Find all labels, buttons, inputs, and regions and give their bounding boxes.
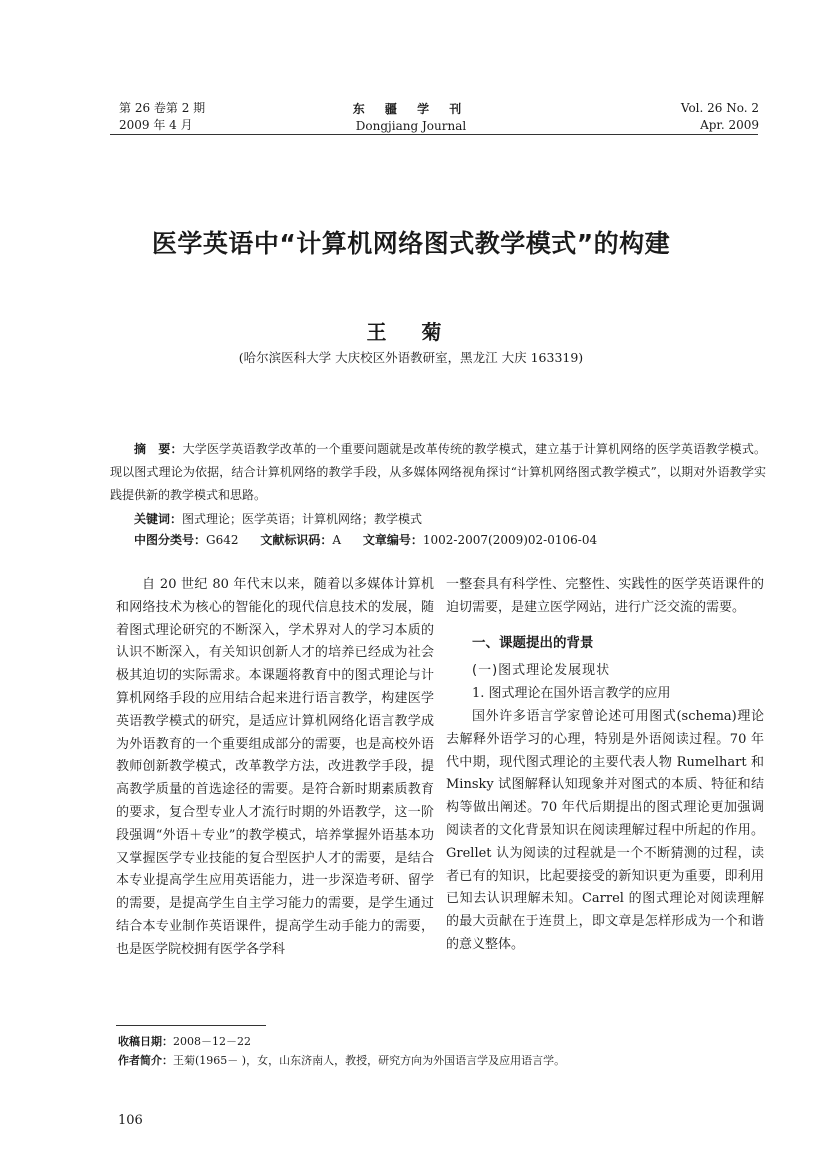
body-paragraph: 国外许多语言学家曾论述可用图式(schema)理论去解释外语学习的心理，特别是外语阅读过程。70 年代中期，现代图式理论的主要代表人物 Rumelhart 和 Minsky 试图解释认知现象并对图式的本质、特征和结构等做出阐述。70 年代后期提出的图式理论更加强调阅读者的文化背景知识在阅读理解过程中所起的作用。Grellet 认为阅读的过程就是一个不断猜测的过程，读者已有的知识，比起要接受的新知识更为重要，即利用已知去认识理解未知。Carrel 的图式理论对阅读理解的最大贡献在于连贯上，即文章是怎样形成为一个和谐的意义整体。 <box>446 708 764 952</box>
issue-volume: 第 26 卷第 2 期 <box>119 101 206 115</box>
abstract-text: 大学医学英语教学改革的一个重要问题就是改革传统的教学模式，建立基于计算机网络的医学英语教学模式。现以图式理论为依据，结合计算机网络的教学手段，从多媒体网络视角探讨“计算机网络图式教学模式”，以期对外语教学实践提供新的教学模式和思路。 <box>110 442 766 502</box>
document-code <box>260 533 341 547</box>
keywords-text: 图式理论；医学英语；计算机网络；教学模式 <box>182 512 423 526</box>
subsection-heading: (一)图式理论发展现状 <box>472 663 611 679</box>
keywords-label: 关键词： <box>134 512 183 526</box>
body-paragraph: 自 20 世纪 80 年代末以来，随着以多媒体计算机和网络技术为核心的智能化的现代信息技术的发展，随着图式理论研究的不断深入，学术界对人的学习本质的认识不断深入，有关知识创新人才的培养已经成为社会极其迫切的实际需求。本课题将教育中的图式理论与计算机网络手段的应用结合起来进行语言教学，构建医学英语教学模式的研究，是适应计算机网络化语言教学成为外语教育的一个重要组成部分的需要，也是高校外语教师创新教学模式，改革教学方法，改进教学手段，提高教学质量的首选途径的需要。是符合新时期素质教育的要求，复合型专业人才流行时期的外语教学，这一阶段强调“外语＋专业”的教学模式，培养掌握外语基本功又掌握医学专业技能的复合型医护人才的需要，是结合本专业提高学生应用英语能力，进一步深造考研、留学的需要，是提高学生自主学习能力的需要，是学生通过结合本专业制作英语课件，提高学生动手能力的需要，也是医学院校拥有医学各学科 <box>116 577 434 957</box>
bio-value: 王菊(1965－ )，女，山东济南人，教授，研究方向为外国语言学及应用语言学。 <box>173 1054 566 1067</box>
doc-value: A <box>332 533 342 547</box>
volume-date: Apr. 2009 <box>700 118 759 132</box>
page-number: 106 <box>118 1113 143 1128</box>
author-affiliation: (哈尔滨医科大学 大庆校区外语教研室，黑龙江 大庆 163319) <box>238 350 584 365</box>
received-label: 收稿日期： <box>118 1035 173 1048</box>
article-value: 1002-2007(2009)02-0106-04 <box>422 533 598 547</box>
journal-volume-header <box>681 100 759 134</box>
keywords <box>134 509 422 529</box>
journal-name-en: Dongjiang Journal <box>355 119 467 133</box>
classification-line <box>134 530 615 550</box>
abstract-label: 摘 要： <box>134 442 183 456</box>
doc-label: 文献标识码： <box>260 533 333 547</box>
abstract <box>110 438 766 507</box>
section-heading: 一、课题提出的背景 <box>472 634 594 651</box>
issue-date: 2009 年 4 月 <box>119 118 193 132</box>
subsubsection-heading: 1. 图式理论在国外语言教学的应用 <box>472 686 671 702</box>
clc-value: G642 <box>206 533 239 547</box>
clc-number <box>134 533 239 547</box>
body-left-column <box>116 574 434 962</box>
abstract-paragraph <box>110 438 766 507</box>
bio-label: 作者简介： <box>118 1054 173 1067</box>
article-title: 医学英语中“计算机网络图式教学模式”的构建 <box>151 229 671 258</box>
journal-name-cn: 东 疆 学 刊 <box>352 102 470 116</box>
volume-number: Vol. 26 No. 2 <box>680 101 759 115</box>
article-label: 文章编号： <box>362 533 423 547</box>
body-paragraph-continued: 一整套具有科学性、完整性、实践性的医学英语课件的迫切需要，是建立医学网站，进行广泛交流的需要。 <box>446 577 764 615</box>
footnote-rule <box>116 1025 266 1026</box>
author-bio <box>118 1053 565 1068</box>
received-date <box>118 1034 251 1049</box>
received-value: 2008－12－22 <box>173 1035 251 1048</box>
header-rule <box>110 134 758 135</box>
author-name: 王 菊 <box>366 320 456 344</box>
article-number <box>363 533 597 547</box>
clc-label: 中图分类号： <box>134 533 207 547</box>
body-right-column <box>446 574 764 957</box>
